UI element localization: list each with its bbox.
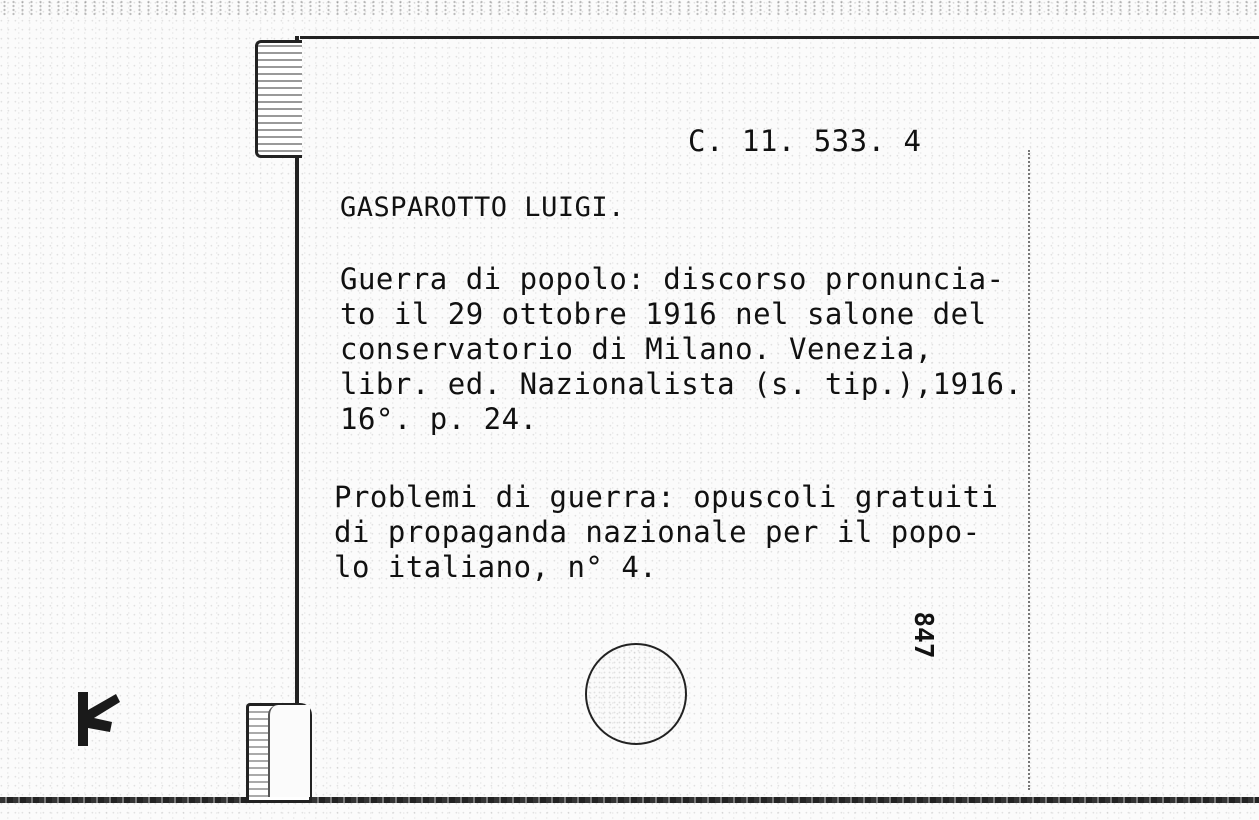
card-right-edge xyxy=(1028,150,1030,790)
author-heading: GASPAROTTO LUIGI. xyxy=(340,192,625,223)
stamp-number: 847 xyxy=(908,611,938,659)
title-description xyxy=(340,262,1022,437)
title-line: 16°. p. 24. xyxy=(340,402,538,436)
series-line: lo italiano, n° 4. xyxy=(334,550,658,584)
punch-hole-circle xyxy=(585,643,687,745)
series-note xyxy=(334,480,999,585)
title-line: to il 29 ottobre 1916 nel salone del xyxy=(340,297,987,331)
top-edge-noise xyxy=(0,0,1259,16)
top-border-line xyxy=(300,36,1259,39)
series-line: di propaganda nazionale per il popo- xyxy=(334,515,981,549)
title-line: libr. ed. Nazionalista (s. tip.),1916. xyxy=(340,367,1023,401)
call-number: C. 11. 533. 4 xyxy=(688,124,922,158)
margin-mark-icon xyxy=(72,688,124,752)
card-tab-bottom-inner xyxy=(268,705,310,797)
title-line: Guerra di popolo: discorso pronuncia- xyxy=(340,262,1005,296)
series-line: Problemi di guerra: opuscoli gratuiti xyxy=(334,480,999,514)
bottom-border-line xyxy=(0,797,1259,803)
card-tab-top xyxy=(255,40,302,158)
title-line: conservatorio di Milano. Venezia, xyxy=(340,332,933,366)
